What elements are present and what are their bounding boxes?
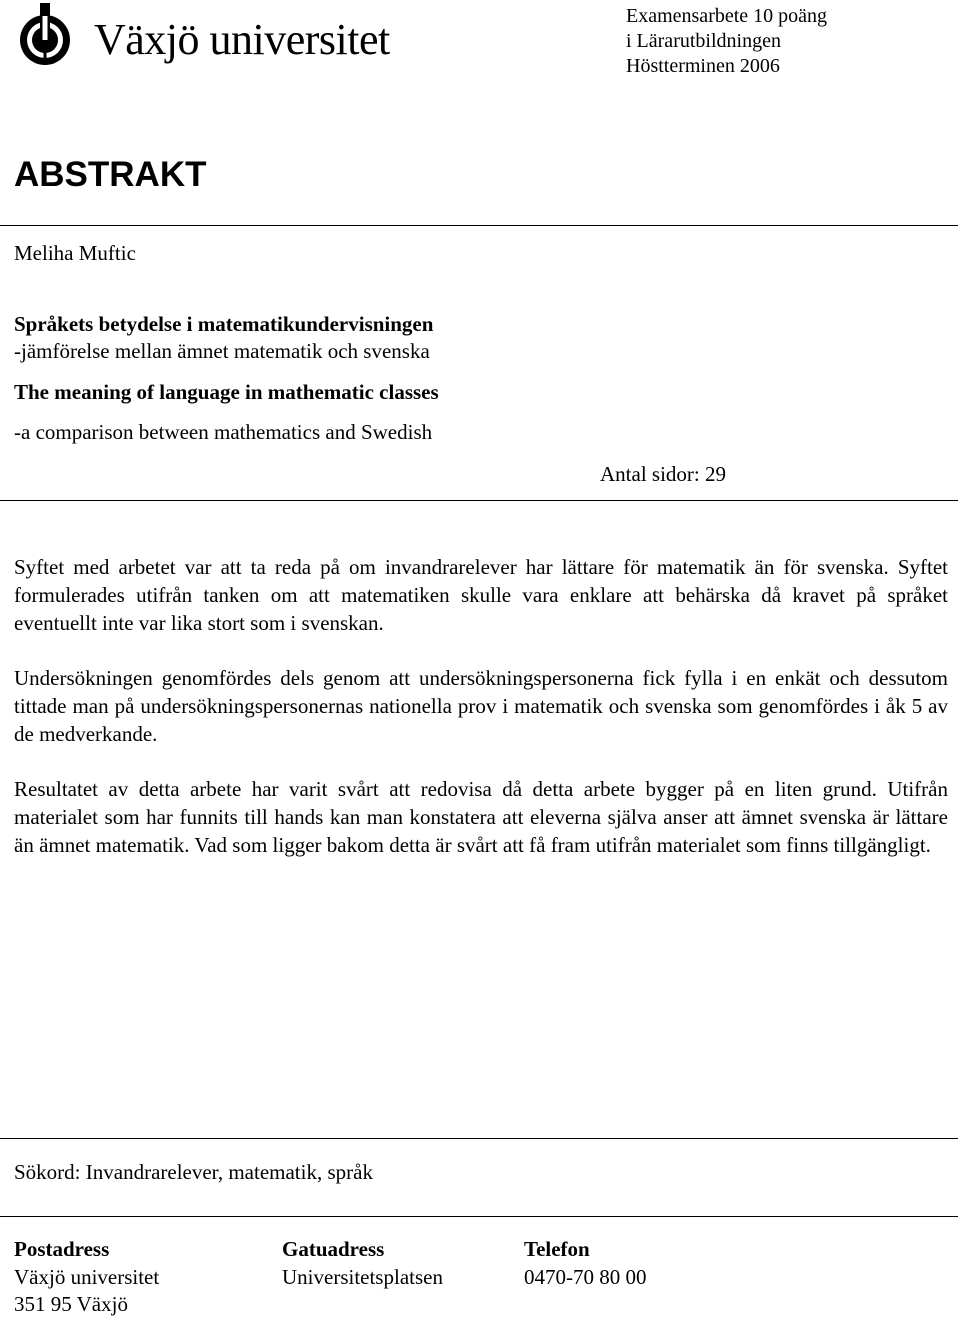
abstract-paragraph: Undersökningen genomfördes dels genom att undersökningspersonerna fick fylla i en enkät och dessutom tittade man på undersökningspersonernas nationella prov i matematik och svenska som genomfördes i åk 5 av de medverkande. — [14, 666, 948, 746]
postal-address-line: 351 95 Växjö — [14, 1292, 128, 1316]
abstract-heading: ABSTRAKT — [14, 155, 207, 194]
english-subtitle: -a comparison between mathematics and Swedish — [14, 420, 433, 444]
street-address-line: Universitetsplatsen — [282, 1264, 443, 1289]
postal-address — [14, 1236, 159, 1319]
exam-line: Höstterminen 2006 — [626, 55, 780, 77]
exam-info — [626, 4, 827, 79]
phone — [524, 1236, 647, 1291]
divider — [0, 1138, 958, 1139]
phone-number: 0470-70 80 00 — [524, 1264, 647, 1289]
abstract-paragraph: Syftet med arbetet var att ta reda på om invandrarelever har lättare för matematik än för svenska. Syftet formulerades utifrån tanken om att matematiken skulle vara enklare att behärska då kravet på språket eventuellt inte var lika stort som i svenskan. — [14, 555, 948, 635]
divider — [0, 500, 958, 501]
exam-line: i Lärarutbildningen — [626, 30, 781, 52]
swedish-subtitle: -jämförelse mellan ämnet matematik och svenska — [14, 339, 430, 363]
divider — [0, 225, 958, 226]
author-name: Meliha Muftic — [14, 241, 136, 265]
university-logo-text: Växjö universitet — [94, 15, 390, 64]
swedish-title: Språkets betydelse i matematikundervisningen — [14, 312, 434, 336]
street-address — [282, 1236, 443, 1291]
postal-address-label: Postadress — [14, 1237, 110, 1261]
english-title-block — [14, 379, 439, 446]
english-title: The meaning of language in mathematic classes — [14, 380, 439, 404]
university-emblem-icon — [12, 2, 78, 66]
divider — [0, 1216, 958, 1217]
abstract-paragraph: Resultatet av detta arbete har varit svårt att redovisa då detta arbete bygger på en liten grund. Utifrån materialet som har funnits till hands kan man konstatera att eleverna själva anser att ämnet svenska är lättare än ämnet matematik. Vad som ligger bakom detta är svårt att få fram utifrån materialet som finns tillgängligt. — [14, 777, 948, 857]
postal-address-line: Växjö universitet — [14, 1264, 160, 1289]
keywords: Sökord: Invandrarelever, matematik, språk — [14, 1160, 373, 1184]
exam-line: Examensarbete 10 poäng — [626, 5, 828, 27]
phone-label: Telefon — [524, 1237, 590, 1261]
swedish-title-block — [14, 311, 433, 365]
page-count: Antal sidor: 29 — [600, 462, 726, 486]
street-address-label: Gatuadress — [282, 1237, 385, 1261]
university-logo — [12, 2, 412, 68]
